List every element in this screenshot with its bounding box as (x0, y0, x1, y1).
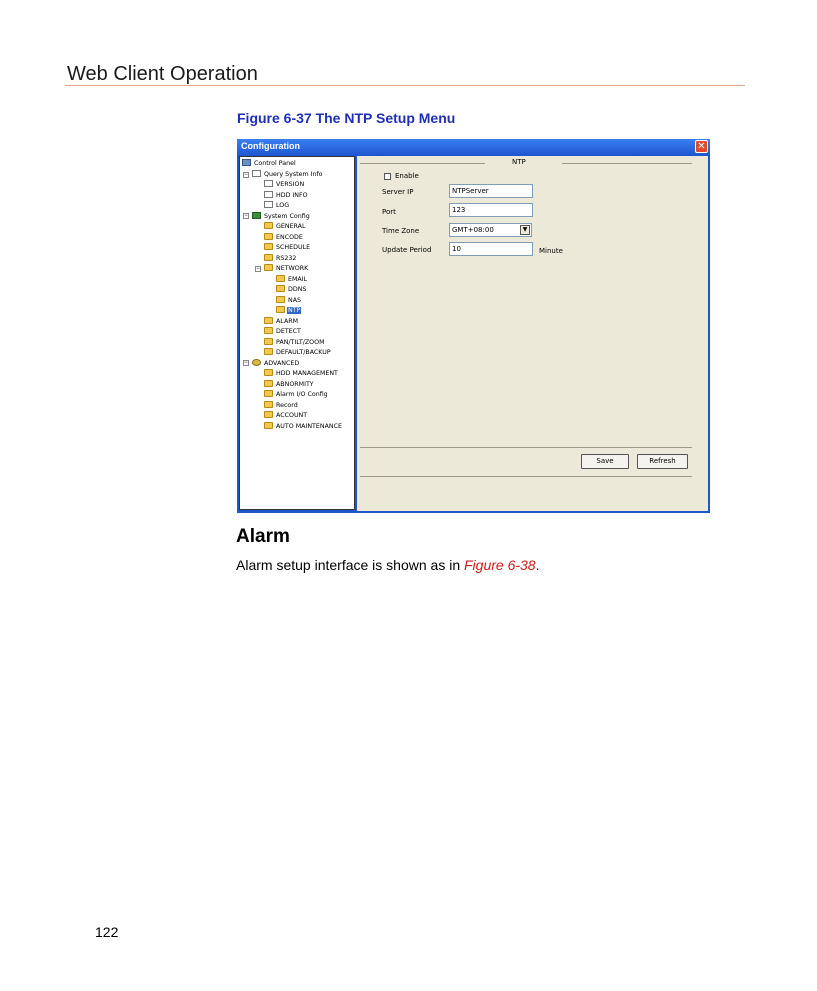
tree-item-label: NTP (288, 307, 301, 314)
tree-item-label: ACCOUNT (276, 412, 308, 419)
folder-icon (264, 390, 273, 397)
tree-item-label: EMAIL (288, 275, 308, 283)
tree-item-label: ENCODE (276, 233, 303, 241)
enable-checkbox[interactable] (384, 173, 391, 180)
figure-caption: Figure 6-37 The NTP Setup Menu (237, 110, 456, 126)
server-ip-label: Server IP (382, 188, 414, 196)
update-period-field[interactable]: 10 (449, 242, 533, 256)
chevron-down-icon[interactable]: ▼ (520, 225, 530, 235)
document-header: Web Client Operation (67, 63, 258, 85)
tree-item-label: DETECT (276, 328, 301, 335)
enable-label: Enable (395, 172, 419, 180)
folder-icon (264, 254, 273, 261)
tree-item-detect[interactable] (264, 327, 302, 337)
timezone-value: GMT+08:00 (452, 226, 494, 234)
section-heading: Alarm (236, 526, 290, 547)
tree-item-hdd-info[interactable] (264, 191, 309, 201)
tree-item-alarm[interactable] (264, 317, 299, 327)
update-period-label: Update Period (382, 246, 432, 254)
doc-icon (252, 170, 261, 177)
close-icon[interactable]: ✕ (695, 140, 708, 153)
port-label: Port (382, 208, 396, 216)
window-titlebar (237, 139, 710, 156)
tree-item-system-config[interactable] (252, 212, 311, 222)
tree-item-label: ADVANCED (264, 359, 300, 367)
tree-item-email[interactable] (276, 275, 308, 285)
page-number: 122 (95, 924, 119, 940)
tree-item-general[interactable] (264, 222, 306, 232)
folder-icon (264, 222, 273, 229)
folder-icon (264, 264, 273, 271)
timezone-select[interactable] (449, 223, 532, 237)
tree-item-label: PAN/TILT/ZOOM (276, 338, 325, 346)
gear-icon (252, 359, 261, 366)
pc-icon (242, 159, 251, 166)
tree-item-schedule[interactable] (264, 243, 311, 253)
doc-icon (264, 191, 273, 198)
group-border-left (360, 163, 485, 164)
tree-item-label: DDNS (288, 286, 307, 293)
tree-item-abnormity[interactable] (264, 380, 315, 390)
tree-item-default-backup[interactable] (264, 348, 332, 358)
tree-item-rs232[interactable] (264, 254, 297, 264)
tree-item-encode[interactable] (264, 233, 304, 243)
tree-item-hdd-management[interactable] (264, 369, 339, 379)
collapse-query-icon[interactable]: − (244, 172, 248, 178)
tree-item-label: AUTO MAINTENANCE (276, 422, 342, 430)
server-ip-field[interactable]: NTPServer (449, 184, 533, 198)
button-area-top-divider (360, 447, 692, 448)
doc-icon (264, 201, 273, 208)
folder-icon (264, 422, 273, 429)
tree-item-auto-maintenance[interactable] (264, 422, 343, 432)
ntp-group-title: NTP (512, 158, 526, 166)
tree-item-log[interactable] (264, 201, 290, 211)
window-title: Configuration (241, 141, 300, 151)
button-area-bottom-divider (360, 476, 692, 477)
tree-item-nas[interactable] (276, 296, 302, 306)
folder-icon (264, 233, 273, 240)
tree-item-label: VERSION (276, 181, 305, 188)
tree-item-version[interactable] (264, 180, 305, 190)
tree-item-query-system-info[interactable] (252, 170, 324, 180)
tree-item-record[interactable] (264, 401, 299, 411)
collapse-advanced-icon[interactable]: − (244, 360, 248, 366)
ntp-settings-panel (357, 156, 708, 511)
tree-item-label: HDD MANAGEMENT (276, 370, 338, 377)
folder-icon (276, 285, 285, 292)
folder-icon (276, 296, 285, 303)
folder-icon (264, 338, 273, 345)
tree-item-label: GENERAL (276, 223, 306, 230)
tree-item-account[interactable] (264, 411, 308, 421)
tree-item-label: Alarm I/O Config (276, 391, 328, 398)
header-divider (65, 85, 745, 86)
tree-item-label: ABNORMITY (276, 380, 314, 388)
tree-item-control-panel[interactable] (242, 159, 297, 169)
tree-item-label: NETWORK (276, 265, 309, 272)
folder-icon (264, 348, 273, 355)
port-field[interactable]: 123 (449, 203, 533, 217)
folder-icon (264, 243, 273, 250)
collapse-system-config-icon[interactable]: − (244, 213, 248, 219)
folder-icon (264, 327, 273, 334)
tree-item-pan-tilt-zoom[interactable] (264, 338, 326, 348)
tree-item-label: RS232 (276, 254, 297, 262)
config-icon (252, 212, 261, 219)
body-text-suffix: . (535, 557, 540, 573)
folder-icon (276, 306, 285, 313)
tree-item-label: Query System Info (264, 170, 323, 178)
config-tree (239, 156, 355, 510)
tree-item-network[interactable] (264, 264, 309, 274)
tree-item-label: SCHEDULE (276, 244, 311, 251)
tree-item-alarm-i-o-config[interactable] (264, 390, 329, 400)
configuration-window (237, 139, 710, 513)
update-period-unit: Minute (539, 247, 563, 255)
folder-icon (264, 401, 273, 408)
body-paragraph (236, 557, 539, 573)
timezone-label: Time Zone (382, 227, 420, 235)
save-button[interactable]: Save (581, 454, 629, 469)
folder-icon (276, 275, 285, 282)
tree-item-label: ALARM (276, 317, 299, 325)
folder-icon (264, 369, 273, 376)
refresh-button[interactable]: Refresh (637, 454, 688, 469)
folder-icon (264, 411, 273, 418)
body-text-prefix: Alarm setup interface is shown as in (236, 557, 464, 573)
doc-icon (264, 180, 273, 187)
tree-item-label: DEFAULT/BACKUP (276, 349, 331, 356)
tree-item-label: HDD INFO (276, 191, 308, 199)
folder-icon (264, 380, 273, 387)
tree-item-label: Control Panel (254, 160, 296, 167)
tree-item-label: NAS (288, 296, 302, 304)
tree-item-advanced[interactable] (252, 359, 300, 369)
tree-item-label: Record (276, 401, 298, 409)
tree-item-ddns[interactable] (276, 285, 307, 295)
folder-icon (264, 317, 273, 324)
tree-item-label: LOG (276, 202, 290, 209)
group-border-right (562, 163, 692, 164)
collapse-network-icon[interactable]: − (256, 266, 260, 272)
figure-reference-link[interactable]: Figure 6-38 (464, 557, 536, 573)
tree-item-label: System Config (264, 212, 310, 220)
tree-item-ntp[interactable] (276, 306, 301, 316)
